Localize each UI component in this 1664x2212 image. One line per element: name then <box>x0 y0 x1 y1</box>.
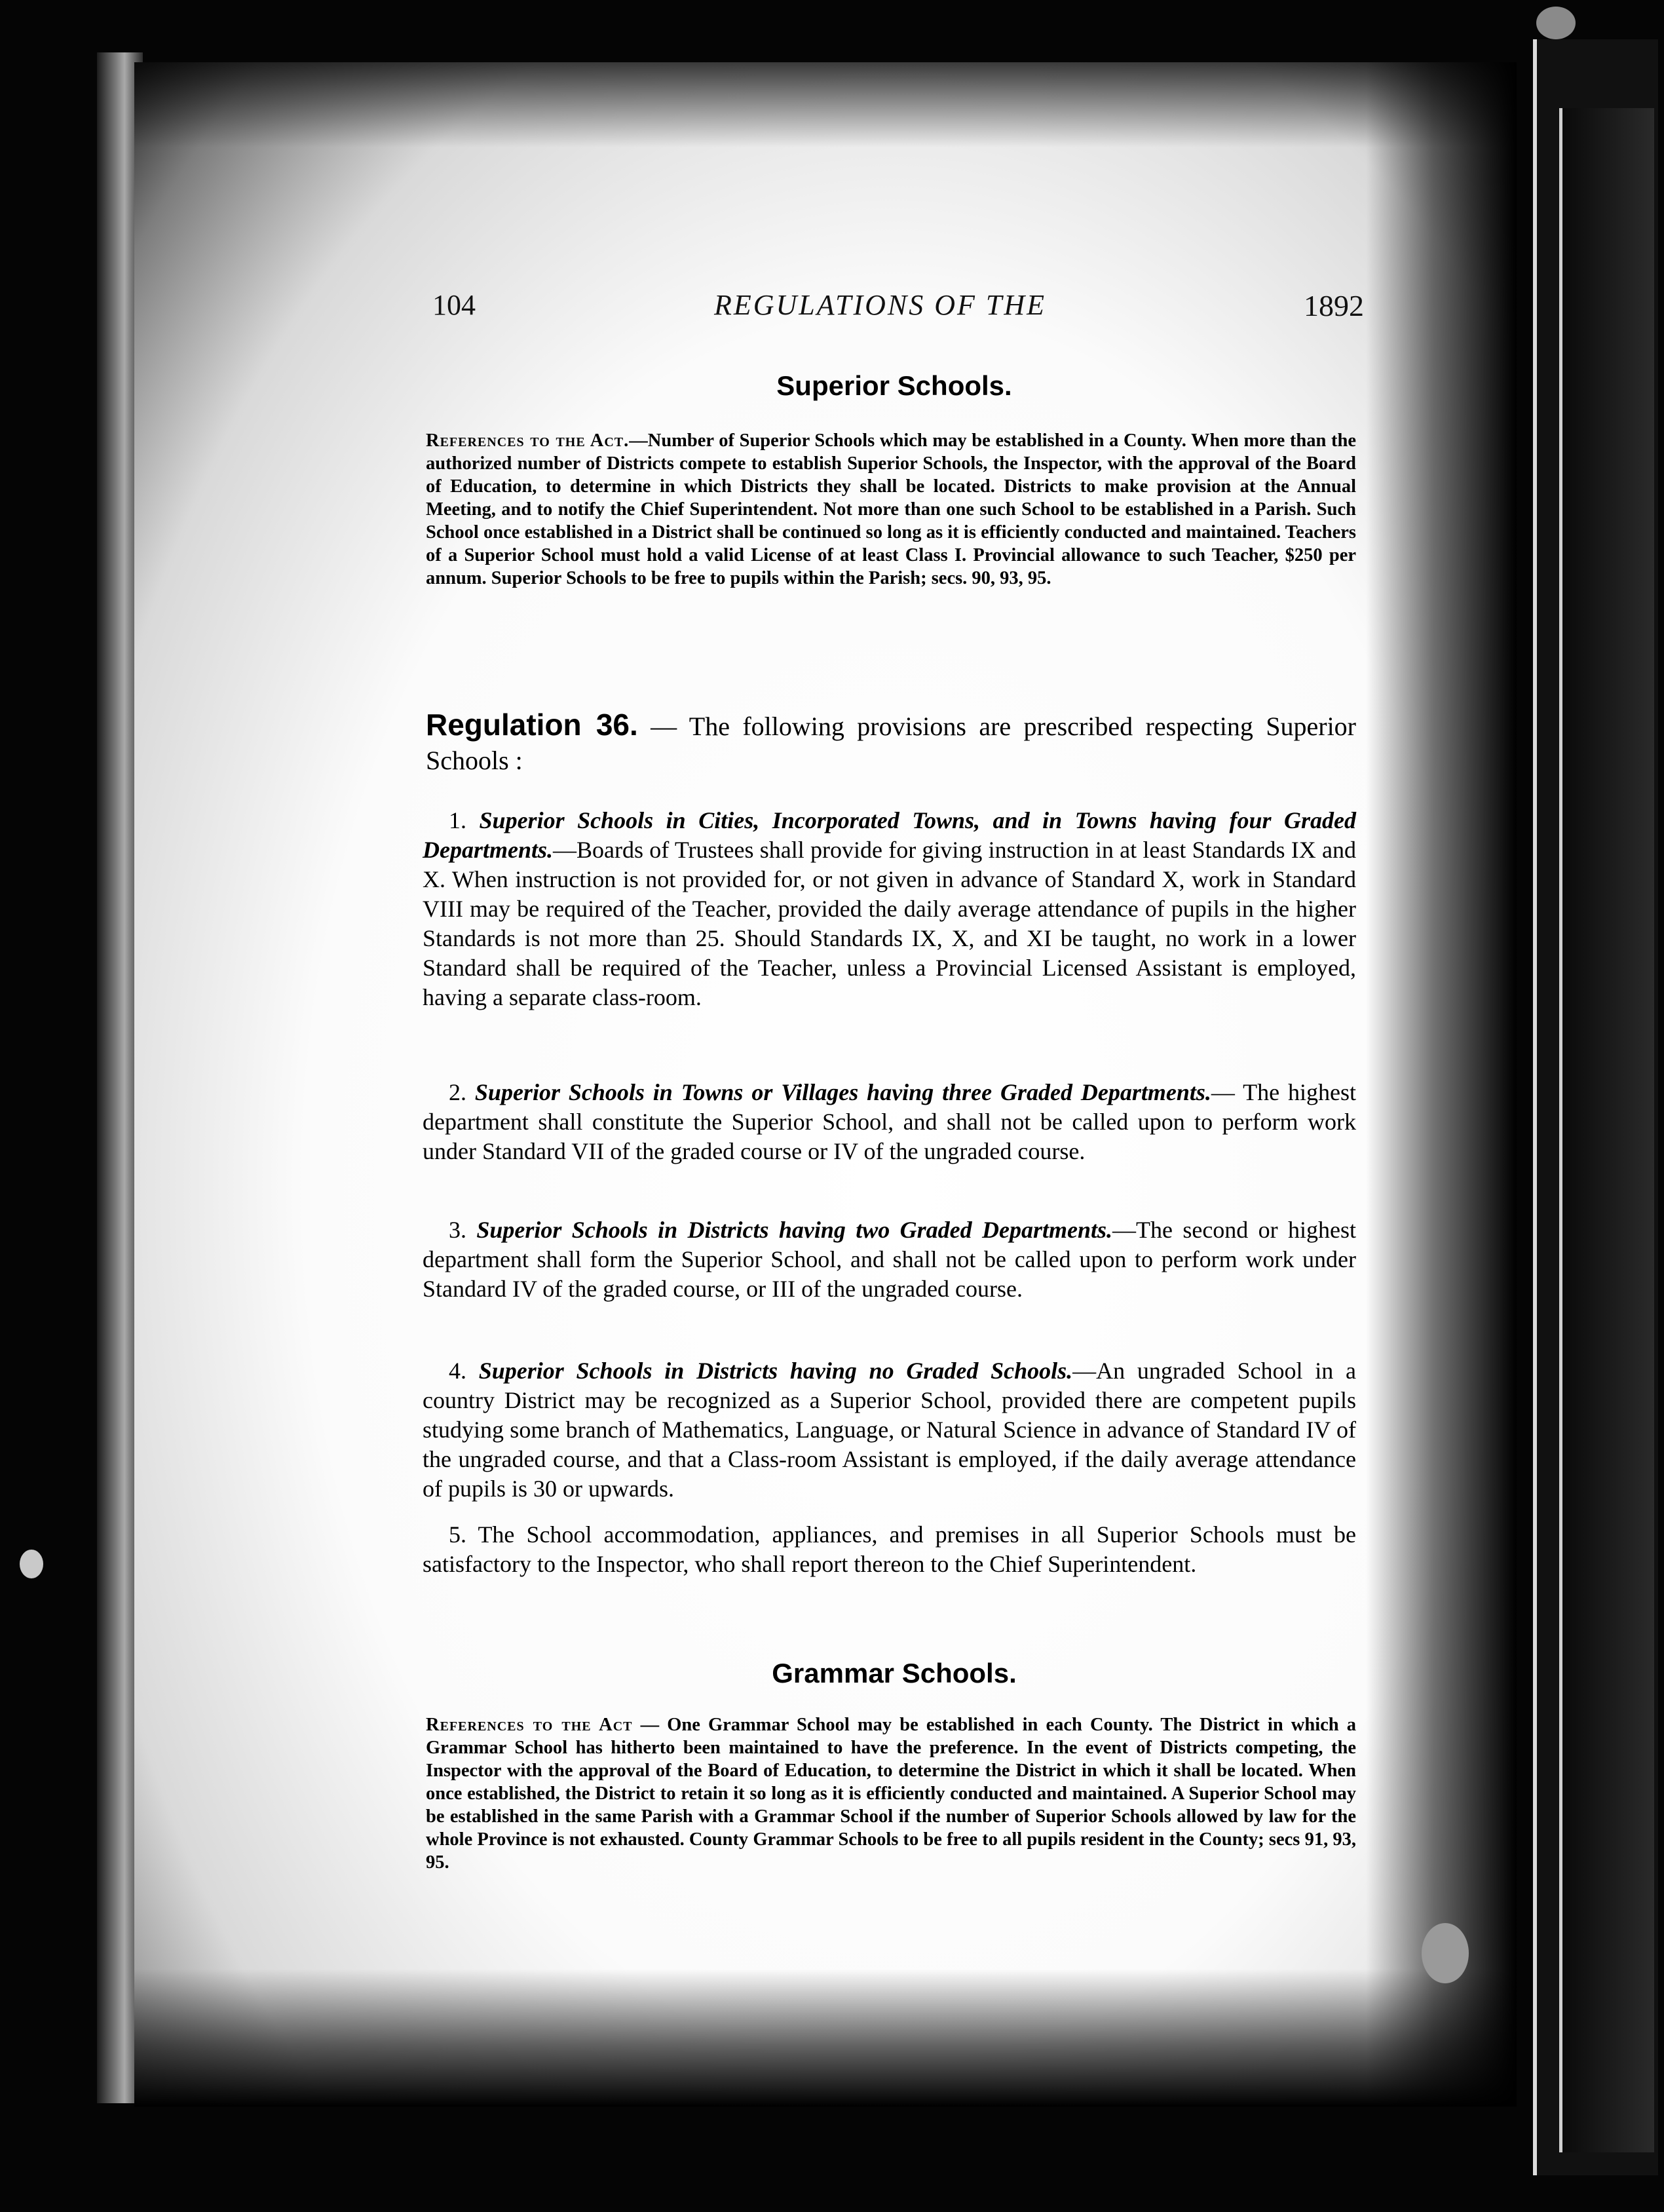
provision-number: 3. <box>449 1217 466 1243</box>
provision-3 <box>423 1215 1356 1304</box>
provision-number: 4. <box>449 1358 466 1384</box>
scan-shadow-bottom <box>134 1969 1517 2107</box>
provision-heading: Superior Schools in Districts having two Graded Departments. <box>476 1217 1113 1243</box>
references-label: References to the Act <box>426 1715 633 1735</box>
provision-body: —The second or highest department shall form the Superior School, and shall not be called upon to perform work under Standard IV of the graded course, or III of the ungraded course. <box>423 1217 1357 1302</box>
scan-shadow-right <box>1366 62 1517 2107</box>
provision-body: —Boards of Trustees shall provide for giving instruction in at least Standards IX and X. When instruction is not provided for, or not given in advance of Standard X, work in Standard VIII may be required of the Teacher, provided the daily average attendance of pupils in the higher Standards is not more than 25. Should Standards IX, X, and XI be taught, no work in a lower Standard shall be required of the Teacher, unless a Provincial Licensed Assistant is employed, having a separate class-room. <box>423 837 1356 1010</box>
section-title-superior: Superior Schools. <box>776 370 1012 401</box>
scan-speck <box>1536 7 1576 39</box>
superior-references <box>426 429 1356 590</box>
provision-number: 2. <box>449 1079 466 1105</box>
provision-body: —An ungraded School in a country District may be recognized as a Superior School, provided there are competent pupils studying some branch of Mathematics, Language, or Natural Science in advance of Standard IV of the ungraded course, and that a Class-room Assistant is employed, if the daily average attendance of pupils is 30 or upwards. <box>423 1358 1356 1502</box>
provision-1 <box>423 806 1356 1012</box>
provision-heading: Superior Schools in Towns or Villages having three Graded Departments. <box>474 1079 1211 1105</box>
regulation-heading <box>426 708 1356 778</box>
page-number: 104 <box>432 289 476 321</box>
section-title-grammar: Grammar Schools. <box>772 1658 1017 1688</box>
references-text: — One Grammar School may be established in each County. The District in which a Grammar School has hitherto been maintained to have the preference. In the event of Districts competing, the Inspector with the approval of the Board of Education, to determine the District in which it shall be located. When once established, the District to retain it so long as it is efficiently conducted and maintained. A Superior School may be established in the same Parish with a Grammar School if the number of Superior Schools allowed by law for the whole Province is not exhausted. County Grammar Schools to be free to all pupils resident in the County; secs 91, 93, 95. <box>426 1715 1356 1873</box>
scan-speck <box>1422 1923 1469 1983</box>
provision-number: 5. <box>449 1521 466 1548</box>
provision-5 <box>423 1520 1356 1579</box>
facing-page-strip <box>1559 108 1654 2152</box>
running-title: REGULATIONS OF THE <box>714 289 1047 321</box>
references-text: —Number of Superior Schools which may be established in a County. When more than the authorized number of Districts compete to establish Superior Schools, the Inspector, with the approval of the Board of Education, to determine in which Districts they shall be located. Districts to make provision at the Annual Meeting, and to notify the Chief Superintendent. Not more than one such School to be established in a Parish. Such School once established in a District shall be continued so long as it is efficiently conducted and maintained. Teachers of a Superior School must hold a valid License of at least Class I. Provincial allowance to such Teacher, $250 per annum. Superior Schools to be free to pupils within the Parish; secs. 90, 93, 95. <box>426 430 1356 588</box>
provision-heading: Superior Schools in Cities, Incorporated Towns, and in Towns having four Graded Departments. <box>423 807 1356 863</box>
grammar-references <box>426 1713 1356 1874</box>
provision-2 <box>423 1078 1356 1166</box>
page-year: 1892 <box>1304 289 1364 322</box>
provision-body: — The highest department shall constitute the Superior School, and shall not be called upon to perform work under Standard VII of the graded course or IV of the ungraded course. <box>423 1079 1357 1164</box>
regulation-intro: — The following provisions are prescribed respecting Superior Schools : <box>426 712 1356 775</box>
references-label: References to the Act. <box>426 430 630 451</box>
provision-heading: Superior Schools in Districts having no Graded Schools. <box>478 1358 1073 1384</box>
provision-body: The School accommodation, appliances, and premises in all Superior Schools must be satisfactory to the Inspector, who shall report thereon to the Chief Superintendent. <box>423 1521 1357 1577</box>
provision-4 <box>423 1356 1356 1504</box>
scan-speck <box>20 1550 43 1578</box>
provision-number: 1. <box>449 807 466 833</box>
scan-shadow-top <box>134 62 1517 147</box>
regulation-label: Regulation 36. <box>426 708 638 742</box>
